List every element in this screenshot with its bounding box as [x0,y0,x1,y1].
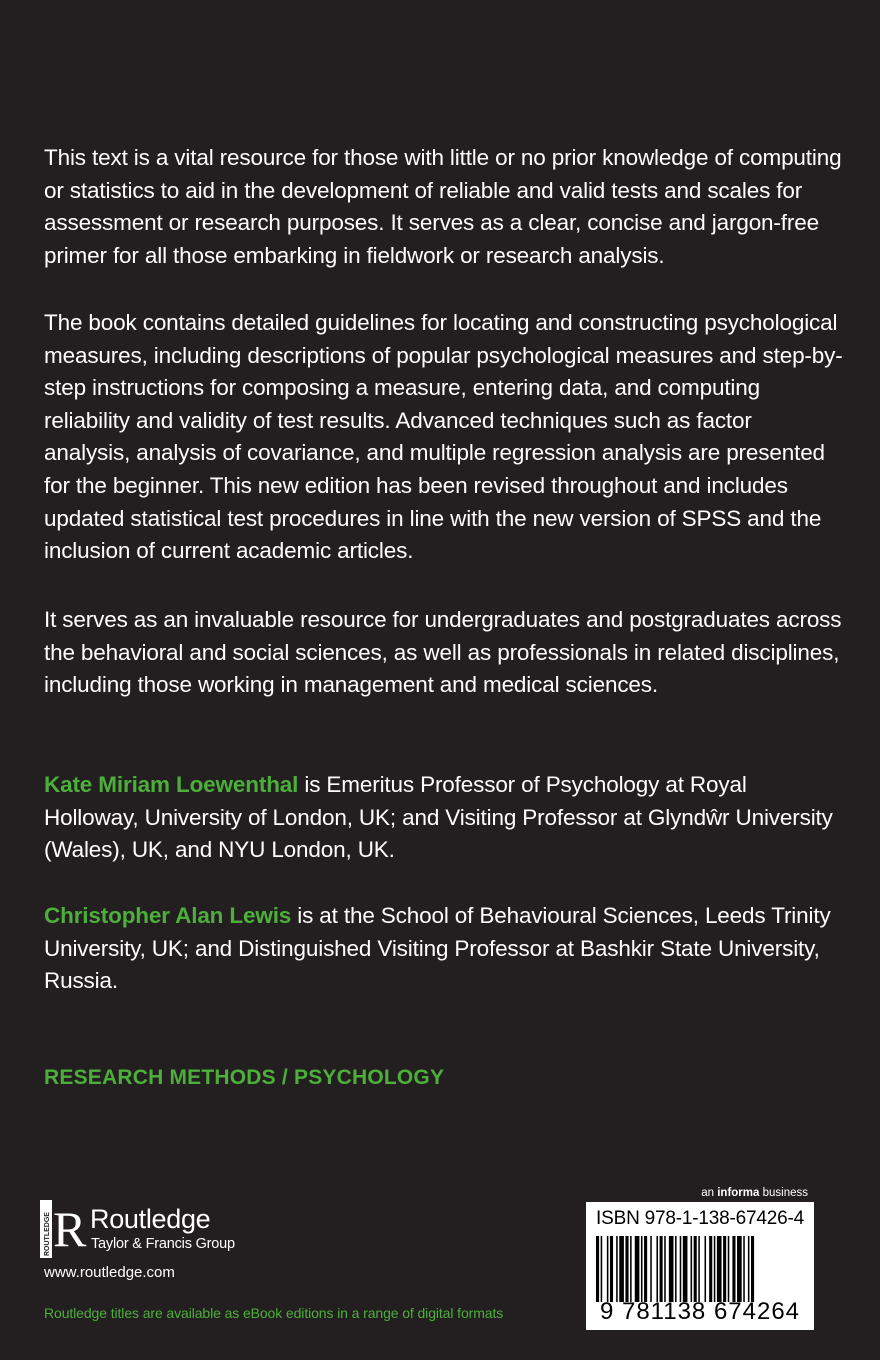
barcode-bar [650,1236,652,1302]
barcode-bar [705,1236,707,1302]
barcode-bar [616,1236,618,1302]
barcode-bar [691,1236,693,1302]
barcode-bar [664,1236,666,1302]
barcode-bar [717,1236,722,1302]
barcode-bar [698,1236,700,1302]
author-bio-2 [44,900,844,998]
blurb-paragraph-1: This text is a vital resource for those with little or no prior knowledge of computing or statistics to aid in the development of reliable and valid tests and scales for assessment or research purposes. It serves as a clear, concise and jargon-free primer for all those embarking in fieldwork or research analysis. [44,145,842,268]
informa-tagline: an informa business [701,1187,808,1199]
barcode-bar [669,1236,674,1302]
informa-brand: informa [717,1187,760,1199]
blurb-paragraph-3: It serves as an invaluable resource for undergraduates and postgraduates across the behavioral and social sciences, as well as professionals in related disciplines, including those working in management and medical sciences. [44,607,842,698]
logo-letter: R [53,1201,87,1257]
barcode-bar [625,1236,628,1302]
ebook-note: Routledge titles are available as eBook editions in a range of digital formats [44,1305,504,1321]
barcode-bar [656,1236,658,1302]
barcode-bar [743,1236,745,1302]
publisher-name: Routledge [90,1204,211,1234]
barcode-bar [709,1236,712,1302]
barcode-bar [694,1236,697,1302]
publisher-group: Taylor & Francis Group [91,1236,235,1252]
barcode-bar [619,1236,624,1302]
subject-category: RESEARCH METHODS / PSYCHOLOGY [44,1066,445,1089]
routledge-r-icon [40,1200,87,1258]
barcode-bar [635,1236,640,1302]
author-name: Kate Miriam Loewenthal [44,772,299,797]
barcode-bar [751,1236,754,1302]
barcode-bar [641,1236,643,1302]
logo-vertical-text: ROUTLEDGE [44,1212,51,1256]
barcode-bar [607,1236,609,1302]
barcode-bar [732,1236,735,1302]
barcode-bar [596,1236,599,1302]
barcode-bar [630,1236,632,1302]
barcode-bar [660,1236,663,1302]
author-name: Christopher Alan Lewis [44,903,292,928]
barcode-bar [748,1236,750,1302]
barcode-bar [737,1236,742,1302]
publisher-website: www.routledge.com [44,1264,175,1281]
barcode-bar [683,1236,688,1302]
barcode-bar [675,1236,677,1302]
barcode-digits: 9 781138 674264 [599,1298,801,1325]
barcode-bar [723,1236,726,1302]
barcode-bar [728,1236,730,1302]
barcode-bar [714,1236,716,1302]
barcode-bar [644,1236,647,1302]
isbn-label: ISBN 978-1-138-67426-4 [596,1208,804,1229]
barcode-bar [601,1236,603,1302]
barcode-bar [610,1236,613,1302]
routledge-logo [40,1200,300,1260]
barcode-bar [680,1236,682,1302]
barcode-image [596,1236,804,1302]
author-bio-1 [44,769,844,867]
isbn-barcode-box [586,1202,814,1330]
blurb-paragraph-2: The book contains detailed guidelines for locating and constructing psychological measures, including descriptions of popular psychological measures and step-by-step instructions for composing a measure, entering data, and computing reliability and validity of test results. Advanced techniques such as factor analysis, analysis of covariance, and multiple regression analysis are presented for the beginner. This new edition has been revised throughout and includes updated statistical test procedures in line with the new version of SPSS and the inclusion of current academic articles. [44,310,843,564]
author-description: is at the School of Behavioural Sciences, Leeds Trinity University, UK; and Distinguished Visiting Professor at Bashkir State University, Russia. [44,903,831,994]
author-description: is Emeritus Professor of Psychology at Royal Holloway, University of London, UK; and Visiting Professor at Glyndŵr University (Wales), UK, and NYU London, UK. [44,772,833,863]
